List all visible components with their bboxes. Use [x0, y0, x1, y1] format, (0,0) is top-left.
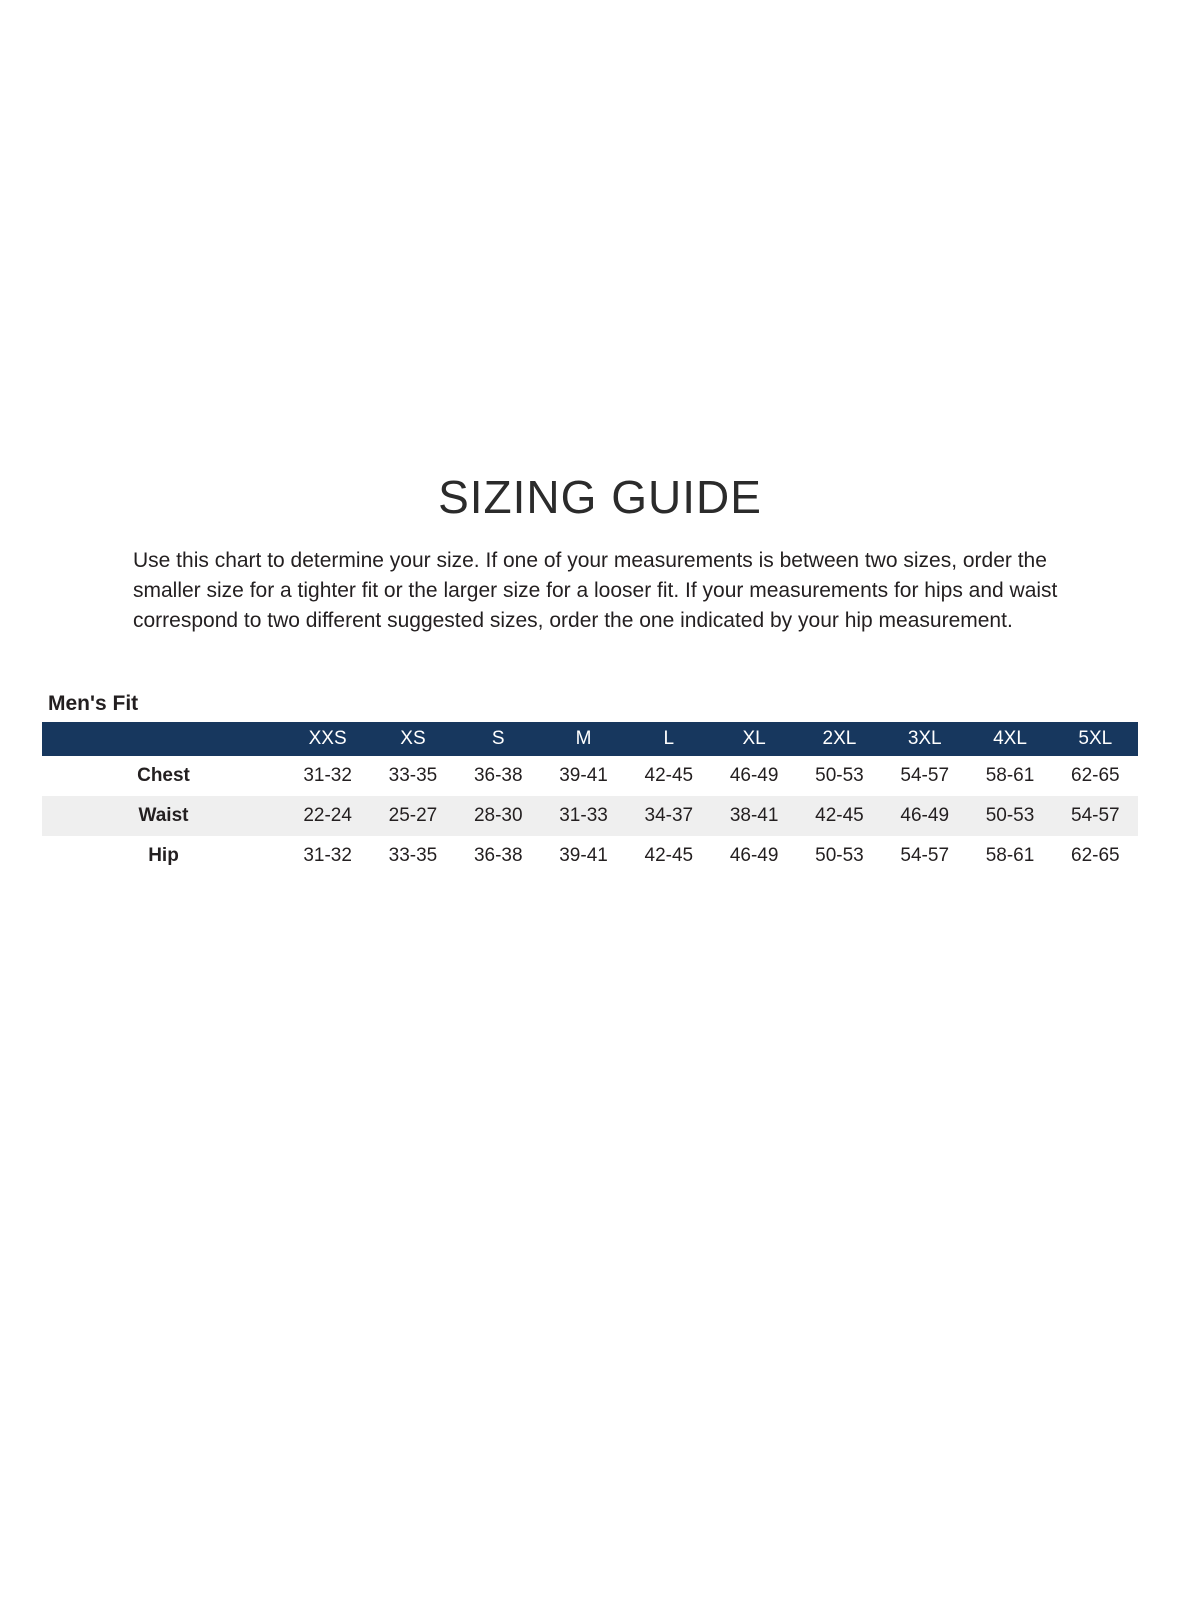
size-cell: 54-57	[1071, 805, 1120, 826]
size-cell: 58-61	[985, 845, 1035, 866]
size-cell: 31-33	[559, 805, 608, 826]
size-cell: 46-49	[729, 845, 779, 866]
size-cell: 34-37	[644, 805, 694, 826]
table-row	[42, 836, 1138, 876]
size-cell: 50-53	[815, 765, 864, 786]
size-cell: 33-35	[388, 765, 438, 786]
size-cell: 39-41	[559, 845, 608, 866]
size-chart-table	[42, 722, 1138, 876]
size-cell: 39-41	[559, 765, 608, 786]
page-title: SIZING GUIDE	[438, 471, 762, 523]
size-cell: 33-35	[388, 845, 438, 866]
size-cell: 42-45	[644, 765, 694, 786]
size-cell: 22-24	[303, 805, 352, 826]
table-row	[42, 756, 1138, 796]
row-label: Hip	[148, 845, 179, 866]
header-cell-size: XL	[711, 722, 796, 756]
size-cell: 54-57	[900, 765, 950, 786]
size-cell: 62-65	[1071, 845, 1120, 866]
size-cell: 25-27	[388, 805, 438, 826]
size-cell: 50-53	[815, 845, 864, 866]
size-cell: 42-45	[815, 805, 864, 826]
size-cell: 36-38	[473, 845, 523, 866]
size-cell: 62-65	[1071, 765, 1120, 786]
size-cell: 28-30	[473, 805, 523, 826]
table-row	[42, 796, 1138, 836]
size-cell: 50-53	[985, 805, 1035, 826]
size-cell: 36-38	[473, 765, 523, 786]
size-chart-header	[42, 722, 1138, 756]
header-cell-size: 4XL	[967, 722, 1052, 756]
header-cell-size: M	[541, 722, 626, 756]
section-label-mens-fit: Men's Fit	[48, 692, 139, 715]
header-cell-size: S	[456, 722, 541, 756]
header-cell-empty	[42, 722, 285, 756]
header-cell-size: 5XL	[1053, 722, 1138, 756]
size-cell: 31-32	[303, 765, 352, 786]
size-cell: 38-41	[729, 805, 779, 826]
size-cell: 54-57	[900, 845, 950, 866]
header-cell-size: 3XL	[882, 722, 967, 756]
header-cell-size: XXS	[285, 722, 370, 756]
header-cell-size: XS	[370, 722, 455, 756]
size-cell: 46-49	[900, 805, 950, 826]
size-cell: 42-45	[644, 845, 694, 866]
size-chart-body	[42, 756, 1138, 876]
size-cell: 46-49	[729, 765, 779, 786]
intro-paragraph: Use this chart to determine your size. If one of your measurements is between two sizes, order the smaller size for a tighter fit or the larger size for a looser fit. If your measurements for hips and waist correspond to two different suggested sizes, order the one indicated by your hip measurement.	[133, 549, 1058, 633]
header-cell-size: 2XL	[797, 722, 882, 756]
header-row	[42, 722, 1138, 756]
row-label: Waist	[138, 805, 189, 826]
header-cell-size: L	[626, 722, 711, 756]
row-label: Chest	[137, 765, 190, 786]
size-cell: 58-61	[985, 765, 1035, 786]
size-cell: 31-32	[303, 845, 352, 866]
